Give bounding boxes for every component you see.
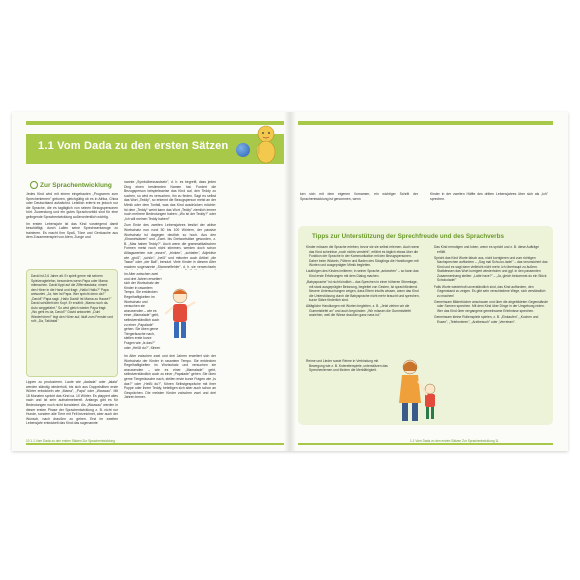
tip-item: Gemeinsam kleine Rollenspiele spielen, z. B. „Einkaufen", „Kochen und Essen", „Telefonieren", „Arztbesuch" oder „Verreisen". [434, 315, 539, 324]
ball-illustration [236, 143, 250, 157]
left-column-2-wrap [124, 272, 162, 350]
left-column-2-bottom [124, 354, 216, 436]
section-heading: Zur Sprachentwicklung [40, 182, 112, 189]
paragraph: Zum Ende des zweiten Lebensjahres besitzt der aktive Wortschatz nun rund 50 bis 100 Wörtern, der passive Wortschatz ist dagegen deutlich so hoch. Aus den „Einwortsätzen" und „Zwei- bis Dreiwortsätze geworden, z. B. „Mas haben Teddy?". Auch wenn die grammatikalischen Formen meist noch nicht stimmen, werden doch schon Alltagswerben wie „essen", „trinken", „schlafen", Adjektive wie „groß", „schön", „heiß" und mitunter auch Artikel „die Tasse" oder „der Ball", benutzt. Viele Kinder in diesem Alter machen sogenannte „Stammelfehler", d. h. sie verwechseln [124, 223, 216, 269]
left-column-2-top [124, 180, 216, 270]
tips-column-1-bottom [306, 359, 388, 421]
book-spread [12, 112, 568, 451]
left-column-1-top [26, 192, 118, 268]
tips-column-1 [306, 245, 420, 357]
paragraph: Im ersten Lebensjahr ist das Kind vorwiegend damit beschäftigt, durch Lallen seine Sprechwerkzeuge zu trainieren. Es macht Ihm Spaß, Töne und Geräusche aus dem Zusammenspiel von Atem, Zunge und [26, 221, 118, 240]
right-footer: 1.1 Vom Dada zu den ersten Sätzen Zur Sprachentwicklung 11 [410, 439, 499, 443]
paragraph: Im Alter zwischen zwei und drei Jahren erweitert sich der Wortschatz der Kinder in rasantem Tempo. Sie entdecken Regelhaftigkeiten im Wortschatz und versuchen sie anzuwenden – wie es einer „Mamalade" geht, selbstverständlich auch zu einer „Papalade" gehen. Sie üben gerne Tiergeräusche nach, stellen erste kurze Fragen wie „Is das?" oder „Heißt du?", führen [124, 272, 162, 350]
left-page [12, 112, 290, 451]
paragraph: nannte „Symbolbewusstsein", d. h. es begreift, dass jeden Ding einen bestimmten Namen hat. Fordert die Bezugsperson beispielsweise das Kind auf, den Teddy zu suchen, so wird es versuchen, ihn zu finden. Sagt es selbst das Wort „Teddy", so erkennt die Bezugsperson meist an der Mimik oder dem Tonfall, was das Kind ausdrücken möchte: Ist dem „Teddy" weint kann das Wort „Teddy" ziemlich immer noch mehrere Bedeutungen haben: „Wo ist der Teddy?" oder „Ich will meinen Teddy haben!" [124, 180, 216, 221]
top-accent-bar [298, 121, 553, 125]
toddler-illustration [252, 122, 280, 164]
paragraph: Im Alter zwischen zwei und drei Jahren erweitert sich der Wortschatz der Kinder in rasantem Tempo. Sie entdecken Regelhaftigkeiten im Wortschatz und versuchen sie anzuwenden – wie es einer „Mamalade" geht, selbstverständlich auch zu einer „Papalade" gehen. Sie üben gerne Tiergeräusche nach, stellen erste kurze Fragen wie „Is das?" oder „Heißt du?", führen Selbstgespräche mit ihrer Puppe oder ihrem Teddy, beteiligen sich aber auch schon an Gesprächen. Die meisten Kinder zwischen zwei und drei Jahren bemer- [124, 354, 216, 400]
tip-item: Spricht das Kind Worte falsch aus, nicht korrigieren und zum richtigen Nachsprechen auffordern – „Sag mal Scho-ko-lade!" – das verunsichert das Kind und es sagt dann vielleicht nicht mehr, ich überhaupt zu äußern. Stattdessen das Wort korrigiert wiederholen und ggf. in den passenden Zusammenhang stellen: „Latte have?" – „Ja, gleich bekommst du ein Stück Schokolade!" [434, 255, 548, 283]
right-intro-col-2 [430, 192, 548, 216]
right-page [290, 112, 568, 451]
section-icon [30, 181, 38, 189]
tips-heading: Tipps zur Unterstützung der Sprechfreude und des Sprachverbs [312, 233, 504, 240]
chapter-title: 1.1 Vom Dada zu den ersten Sätzen [38, 140, 229, 152]
tip-item: Gemeinsam Bilderbücher anschauen und über die abgebildeten Gegenstände oder Szenen sprechen. Mit dem Kind über Dinge in der Umgebung reden. Wer das Kind über vergangene gemeinsame Erlebnisse sprechen. [434, 299, 548, 313]
example-box: David ist 2,6 Jahre alt. Er spielt gerne mit seinem Spielzeugtelefon, besonders wenn Papa oder Mama mitmachen. David tippt auf die Zifferntastatur, nimmt den Hörer in die Hand und fragt: „Hallo! Hallo?" Papa antwortet: „Ja, hier ist Papa. Wer spricht denn da?" „David!" Papa sagt: „Hallo David! Ist Mama zu Hause?" David schüttelt den Kopf. Er erzählt: „Mama noch da. Auto weggefahrt." So wird gleich wieder Papa fragt: „Wo geht es da, David?" David antwortet: „Duh! Wiederhören!" legt den Hörer auf, läuft zum Fenster und ruft: „Da, Tatütata!" [26, 269, 118, 377]
top-accent-bar [26, 121, 284, 125]
footer-bar [298, 443, 553, 445]
footer-bar [26, 443, 284, 445]
child-illustration [162, 286, 198, 344]
paragraph: Lippen zu produzieren. Laute wie „dadada" oder „lalala" werden ständig wiederholt, bis sich aus Doppelsilben erste Wörter entwickeln wie „Mama", „Papa" oder „Wauwau". Mit 18 Monaten spricht das Kind ca. 10 Wörter. Es plappert alles nach und ist sehr aufnahmebereit. Anfangs gibt es für Bedeutungen noch nicht konsistent. Als „Wauwau" werden in dieser ersten Phase der Sprachentwicklung z. B. nicht nur Hunde, sondern alle Tiere mit Fell bezeichnet, aber auch der Wunsch, nach draußen zu gehen. Erst im zweiten Lebensjahr entwickelt das Kind das sogenannte [26, 380, 118, 426]
paragraph: ken sich mit dem eigenen Vornamen, ein wichtiger Schritt der Sprachentwicklung ist genommen, wenn [300, 192, 418, 201]
tip-item: „Babysprache" ist nicht kindlich – das Sprechen in einer höheren Stimmlage, mit stark ausgeprägter Betonung, begleitet von Gesten, ist sprachfördernd. Neuere Untersuchungen zeigen, dass Eltern intuitiv wissen, wann das Kind die Unterstützung durch die Babysprache nicht mehr braucht und sprechen, kurze Sätze förderlich sind. [306, 280, 420, 303]
tips-column-2 [434, 245, 548, 423]
tip-item: Lautfolgen des Kindes imitieren; in seiner Sprache „antworten" – so kann das Kind erste Erfahrungen mit dem Dialog machen. [306, 269, 419, 278]
tip-item: Falls Worte wiederholt unverständlich sind, das Kind auffordern, den Gegenstand zu zeigen. Es gibt sehr verschiedene Wege, sich verständlich zu machen! [434, 284, 546, 298]
tip-item: Alltägliche Handlungen mit Worten begleiten, z. B. „Jetzt ziehen wir die Gummistiefel an" und auch begründen: „Wir müssen die Gummistiefel anziehen, weil die Wiese draußen ganz nass ist." [306, 304, 411, 318]
paragraph: Jedes Kind wird mit einem eingebauten „Programm zum Sprechenlernen" geboren, gleichgültig ob es in Afrika, China oder Deutschland aufwächst. Letztlich erlernt es jedoch nur die Sprache, die es tagtäglich von seinen Bezugspersonen hört. Zuwendung und ein gutes Sprachvorbild sind für eine gelingende Sprachentwicklung außerordentlich wichtig. [26, 192, 118, 219]
tip-item: Reime und Lieder sowie Reime in Verbindung mit Bewegung wie z. B. Kniereiterspiele, unterstützen das Sprechenlernen und fördern die Merkfähigkeit. [306, 359, 388, 373]
left-column-1-bottom [26, 380, 118, 436]
left-footer: 10 1.1 Vom Dada zu den ersten Sätzen Zur Sprachentwicklung [26, 439, 115, 443]
paragraph: Kinder in der zweiten Hälfte des dritten Lebensjahres über sich als „Ich" sprechen. [430, 192, 548, 201]
tip-item: Kinder müssen die Sprache erleben, bevor sie sie selbst erlernen. Auch wenn das Kind scheinbar „noch nichts versteht", erfährt es täglich etwas über die Funktion der Sprache in der Kommunikation mit den Bezugspersonen. Daher beim Wickeln, Füttern und Baden des Säuglings die Handlungen mit Worten und ausgeprägter Mimik begleiten. [306, 245, 420, 268]
tip-item: Das Kind ermutigen und loben, wenn es spricht und z. B. diese Aufträge erfüllt. [434, 245, 540, 254]
right-intro-col-1 [300, 192, 418, 216]
